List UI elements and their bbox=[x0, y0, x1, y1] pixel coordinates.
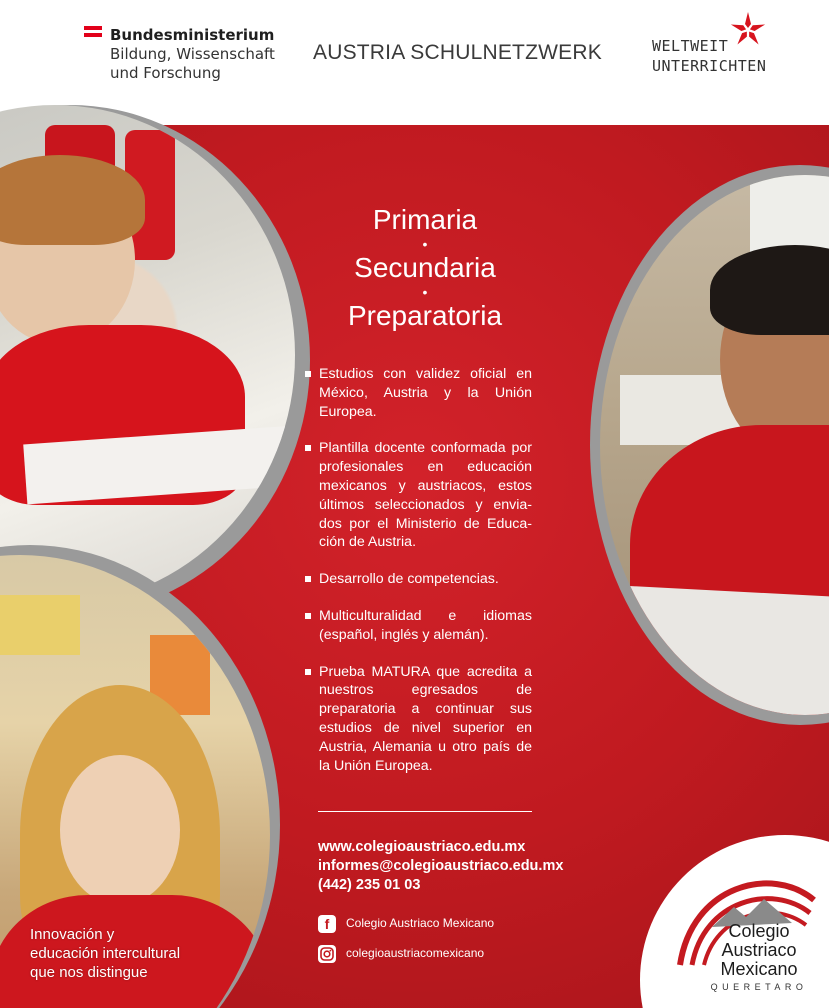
level-preparatoria: Preparatoria bbox=[347, 300, 503, 331]
instagram-link[interactable] bbox=[318, 945, 484, 963]
school-logo-city: QUERETARO bbox=[710, 982, 808, 992]
ww-line-2: UNTERRICHTEN bbox=[652, 57, 767, 75]
level-separator: • bbox=[422, 236, 428, 252]
features-list bbox=[304, 365, 532, 793]
level-secundaria: Secundaria bbox=[354, 252, 496, 283]
school-logo-name bbox=[700, 922, 818, 979]
ww-line-1: WELTWEIT bbox=[652, 37, 729, 55]
divider bbox=[318, 811, 532, 812]
instagram-label: colegioaustriacomexicano bbox=[346, 946, 485, 961]
tagline-line-2: educación intercultural bbox=[30, 945, 181, 962]
star-flower-icon bbox=[726, 8, 770, 52]
photo-teen-boy-writing bbox=[600, 175, 829, 715]
facebook-label: Colegio Austriaco Mexicano bbox=[346, 916, 495, 931]
facebook-link[interactable] bbox=[318, 915, 494, 933]
feature-item: Estudios con validez oficial en México, Austria y la Unión Europea. bbox=[304, 365, 532, 421]
email-link[interactable]: informes@colegioaustriaco.edu.mx bbox=[318, 858, 564, 874]
tagline bbox=[30, 925, 180, 982]
feature-item: Multiculturalidad e idiomas (español, inglés y alemán). bbox=[304, 607, 532, 645]
level-primaria: Primaria bbox=[372, 204, 478, 235]
instagram-icon bbox=[318, 945, 336, 963]
network-title: AUSTRIA SCHULNETZWERK bbox=[313, 41, 602, 64]
website-link[interactable]: www.colegioaustriaco.edu.mx bbox=[318, 839, 526, 855]
photo-young-girl-writing bbox=[0, 105, 295, 605]
contact-info bbox=[318, 838, 563, 895]
austria-flag-stripe bbox=[84, 33, 102, 37]
ministry-logo bbox=[110, 26, 275, 83]
ministry-name: Bundesministerium bbox=[110, 26, 275, 44]
feature-item: Plantilla docente conformada por profesionales en educación mexicanos y austriacos, estos últimos seleccionados y envia-dos por el Ministerio de Educa-ción de Austria. bbox=[304, 439, 532, 552]
austria-flag-icon bbox=[84, 26, 102, 30]
tagline-line-1: Innovación y bbox=[30, 926, 115, 943]
ministry-line-2: Bildung, Wissenschaft bbox=[110, 45, 275, 63]
red-panel bbox=[0, 125, 829, 1008]
ministry-line-3: und Forschung bbox=[110, 64, 221, 82]
phone-number: (442) 235 01 03 bbox=[318, 877, 421, 893]
logo-line-2: Austriaco bbox=[721, 940, 797, 960]
facebook-icon: f bbox=[318, 915, 336, 933]
logo-line-3: Mexicano bbox=[720, 959, 798, 979]
header bbox=[0, 0, 829, 125]
school-levels bbox=[310, 203, 540, 333]
tagline-line-3: que nos distingue bbox=[30, 964, 148, 981]
feature-item: Desarrollo de competencias. bbox=[304, 570, 532, 589]
level-separator: • bbox=[422, 284, 428, 300]
logo-line-1: Colegio bbox=[728, 921, 790, 941]
feature-item: Prueba MATURA que acredita a nuestros egresados de preparatoria a continuar sus estudios de nivel superior en Austria, Alemania u otro país de la Unión Europea. bbox=[304, 663, 532, 776]
